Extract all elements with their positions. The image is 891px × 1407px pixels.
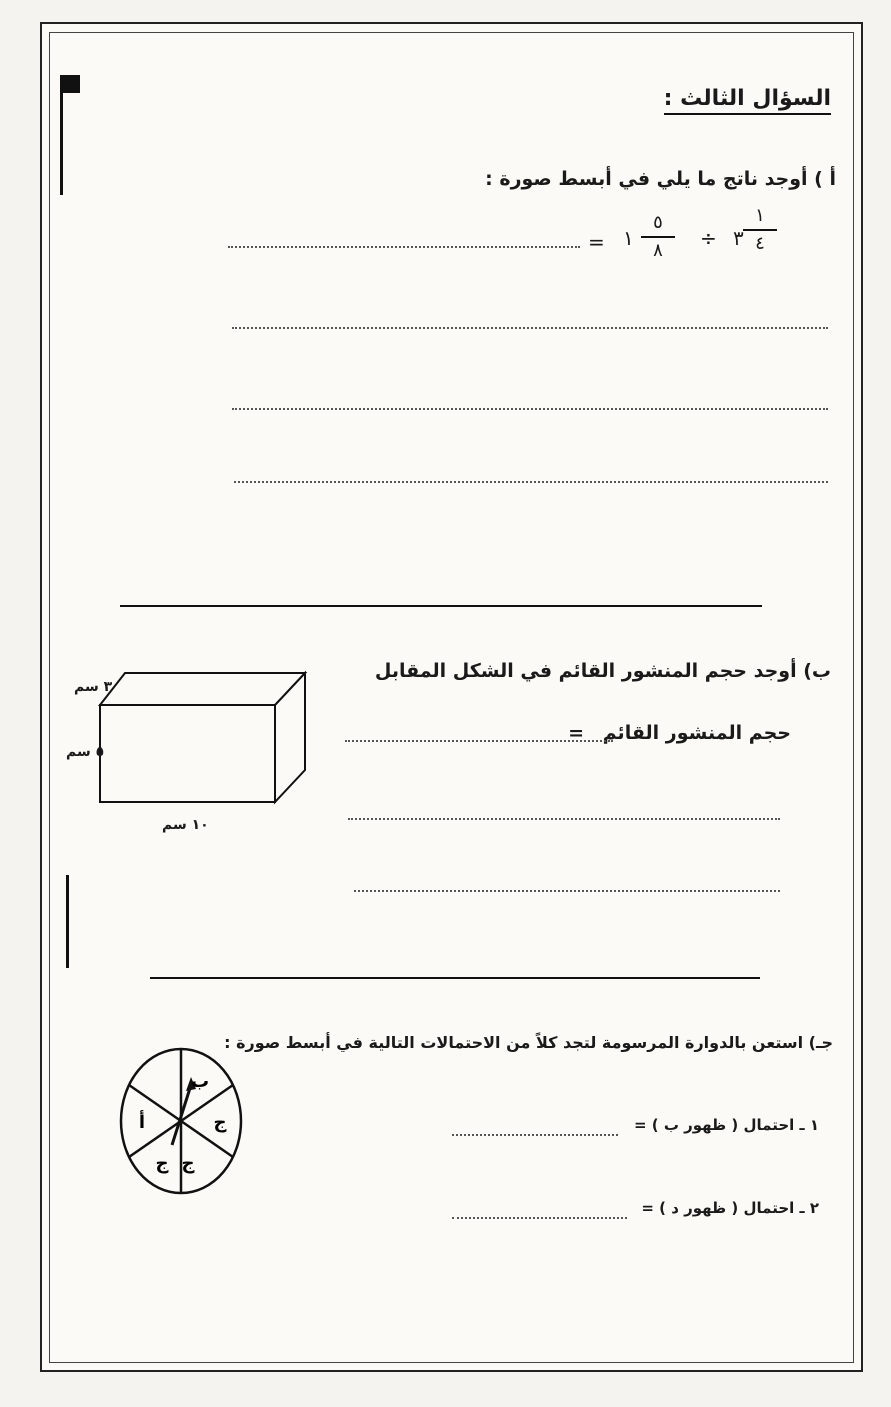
sector-label-6: أ: [138, 1112, 146, 1133]
prism-top-face: [100, 673, 305, 705]
dim-depth: ٣ سم: [74, 679, 113, 695]
prism-front-face: [100, 705, 275, 802]
answer-line-a2[interactable]: [232, 327, 828, 329]
sector-label-1: ب: [190, 1071, 210, 1092]
division-operator: ÷: [700, 226, 717, 250]
spinner-divider: [129, 1085, 181, 1121]
mixed2-fraction: [638, 212, 678, 262]
answer-line-b1[interactable]: [345, 740, 613, 742]
volume-equals: =: [568, 722, 585, 744]
section-divider-2: [150, 977, 760, 979]
sector-label-3: ج: [181, 1153, 195, 1174]
part-c-prompt: جـ) استعن بالدوارة المرسومة لتجد كلاً من الاحتمالات التالية في أبسط صورة :: [224, 1033, 833, 1052]
equals-sign: =: [588, 230, 605, 254]
margin-bar-top: [60, 75, 63, 195]
answer-line-a1[interactable]: [228, 246, 580, 248]
answer-line-b2[interactable]: [348, 818, 780, 820]
mixed1-numerator: ١: [755, 205, 765, 226]
prism-side-face: [275, 673, 305, 802]
fraction-bar: [743, 229, 777, 231]
mixed2-denominator: ٨: [653, 240, 663, 261]
prism-diagram: [95, 665, 315, 810]
probability-item-1: ١ ـ احتمال ( ظهور ب ) =: [633, 1116, 819, 1134]
part-a-prompt: أ ) أوجد ناتج ما يلي في أبسط صورة :: [485, 168, 836, 190]
answer-line-c2[interactable]: [452, 1217, 627, 1219]
mixed1-denominator: ٤: [755, 233, 765, 254]
dim-height: ٥ سم: [66, 744, 105, 760]
sector-label-2: ج: [213, 1112, 227, 1133]
section-divider-1: [120, 605, 762, 607]
mixed1-whole: ٣: [733, 226, 744, 250]
volume-label-text: حجم المنشور القائم: [602, 722, 791, 744]
dim-length: ١٠ سم: [162, 817, 209, 833]
part-b-prompt: ب) أوجد حجم المنشور القائم في الشكل المقابل: [374, 660, 831, 682]
margin-bar-bottom: [66, 875, 69, 968]
sector-label-5: ج: [155, 1153, 169, 1174]
spinner[interactable]: [118, 1045, 246, 1197]
probability-item-2: ٢ ـ احتمال ( ظهور د ) =: [641, 1199, 819, 1217]
margin-mark-top: [60, 75, 80, 93]
answer-line-a3[interactable]: [232, 408, 828, 410]
fraction-bar: [641, 236, 675, 238]
mixed1-fraction: [740, 205, 780, 255]
answer-line-b3[interactable]: [354, 890, 780, 892]
mixed2-whole: ١: [623, 226, 634, 250]
answer-line-a4[interactable]: [234, 481, 828, 483]
answer-line-c1[interactable]: [452, 1134, 618, 1136]
mixed2-numerator: ٥: [653, 212, 663, 233]
question-title: السؤال الثالث :: [664, 86, 831, 115]
